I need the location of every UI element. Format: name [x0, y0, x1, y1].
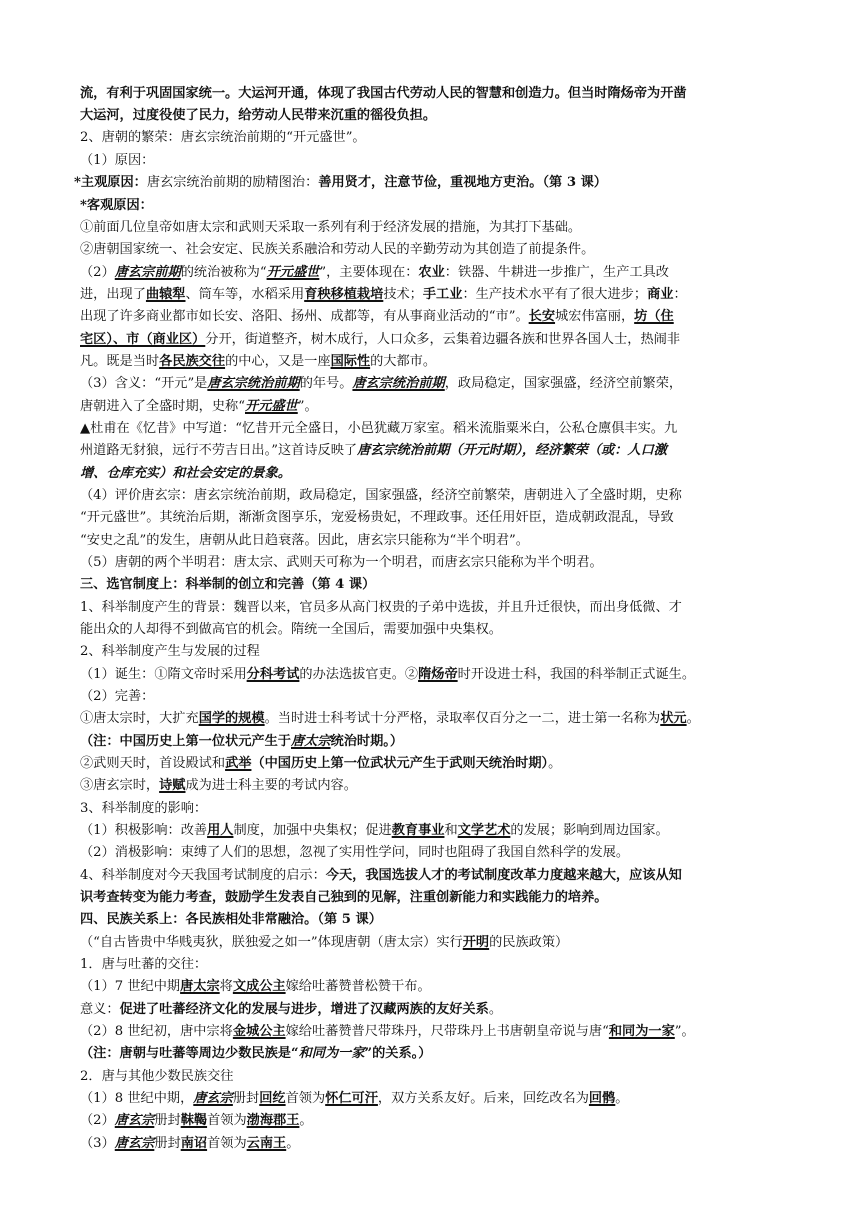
text-line	[80, 397, 784, 417]
text-line	[80, 933, 784, 953]
key-term: 云南王	[246, 1136, 287, 1151]
key-term: 开元盛世	[266, 265, 320, 280]
text-segment: 。	[686, 711, 700, 726]
text-line	[80, 151, 784, 171]
text-segment: *主观原因：	[74, 175, 147, 190]
text-segment: 农业	[418, 265, 445, 280]
key-term: 开明	[462, 935, 490, 950]
text-line	[80, 330, 784, 350]
text-line	[80, 709, 784, 729]
text-line	[80, 240, 784, 260]
key-term: 南诏	[180, 1136, 208, 1151]
text-segment: 3、科举制度的影响：	[80, 801, 208, 816]
text-segment: 的民族政策）	[489, 935, 569, 950]
key-term: 渤海郡王	[246, 1113, 300, 1128]
key-term: 武举	[225, 756, 252, 771]
key-term: 隋炀帝	[418, 667, 458, 682]
text-segment: ”的关系。）	[364, 1046, 432, 1061]
text-segment: 三、选官制度上：科举制的创立和完善	[80, 577, 305, 592]
text-segment: 大运河，过度役使了民力，给劳动人民带来沉重的徭役负担。	[80, 108, 437, 123]
text-segment: 嫁给吐蕃赞普尺带珠丹，尺带珠丹上书唐朝皇帝说与唐“	[285, 1024, 609, 1039]
text-line	[80, 218, 784, 238]
text-segment: 、筒车等，水稻采用	[185, 287, 305, 302]
text-line	[80, 1000, 784, 1020]
key-term: 长安	[528, 309, 556, 324]
text-line	[80, 1044, 784, 1064]
text-segment: （3）	[80, 1136, 115, 1151]
text-line	[80, 531, 784, 551]
text-line	[80, 508, 784, 528]
text-segment: 能出众的人却得不到做高官的机会。隋统一全国后，需要加强中央集权。	[80, 622, 502, 637]
text-line	[80, 687, 784, 707]
key-term: 唐玄宗前期	[114, 265, 181, 280]
text-segment: 唐玄宗统治前期的励精图治：	[146, 175, 319, 190]
text-segment: ：铁器、牛耕进一步推广，生产工具改	[444, 265, 669, 280]
text-segment: （1）8 世纪中期，	[80, 1091, 194, 1106]
text-segment: 成为进士科主要的考试内容。	[185, 778, 357, 793]
text-segment: （注：唐朝与吐蕃等周边少数民族是“	[80, 1046, 299, 1061]
text-segment: 识考查转变为能力考查，鼓励学生发表自己独到的见解，注重创新能力和实践能力的培养。	[80, 890, 608, 905]
text-line	[80, 1089, 784, 1109]
text-line	[80, 128, 784, 148]
text-segment: ①前面几位皇帝如唐太宗和武则天采取一系列有利于经济发展的措施，为其打下基础。	[80, 220, 582, 235]
text-segment: ：生产技术水平有了很大进步；	[462, 287, 648, 302]
key-term: 唐太宗	[180, 979, 220, 994]
key-term: 曲辕犁	[145, 287, 186, 302]
text-segment: ：	[673, 287, 687, 302]
text-line	[80, 665, 784, 685]
text-line	[74, 173, 778, 193]
text-segment: 册封	[154, 1113, 181, 1128]
text-line	[80, 307, 784, 327]
text-segment: 的大都市。	[370, 354, 437, 369]
key-term: 唐玄宗统治前期	[352, 376, 445, 391]
text-segment: 出现了许多商业都市如长安、洛阳、扬州、成都等，有从事商业活动的“市”。	[80, 309, 529, 324]
key-term: 怀仁可汗	[325, 1091, 378, 1106]
text-line	[80, 464, 784, 484]
text-segment: （第 3 课）	[542, 175, 607, 190]
text-line	[80, 754, 784, 774]
key-term: 开元盛世	[245, 399, 298, 414]
text-segment: ②武则天时，首设殿试和	[80, 756, 226, 771]
key-term: 育秧移植栽培	[304, 287, 384, 302]
text-line	[80, 598, 784, 618]
text-segment: 的中心，又是一座	[225, 354, 331, 369]
text-segment: 。当时进士科考试十分严格，录取率仅百分之一二，进士第一名称为	[264, 711, 661, 726]
text-segment: 手工业	[422, 287, 463, 302]
text-segment: 促进了吐蕃经济文化的发展与进步，增进了汉藏两族的友好关系	[119, 1002, 489, 1017]
text-segment: 时开设进士科，我国的科举制正式诞生。	[457, 667, 696, 682]
text-segment: （1）7 世纪中期	[80, 979, 181, 994]
text-segment: 进，出现了	[80, 287, 146, 302]
text-segment: 。	[548, 756, 562, 771]
text-line	[80, 776, 784, 796]
key-term: 国际性	[330, 354, 371, 369]
text-line	[80, 843, 784, 863]
key-term: 唐玄宗	[193, 1091, 233, 1106]
text-segment: （注：中国历史上第一位状元产生于	[80, 734, 291, 749]
text-line	[80, 620, 784, 640]
text-line	[80, 866, 784, 886]
text-segment: 。	[615, 1091, 629, 1106]
text-segment: ，政局稳定，国家强盛，经济空前繁荣，	[444, 376, 683, 391]
text-segment: *客观原因：	[80, 198, 153, 213]
text-line	[80, 1067, 784, 1087]
key-term: 文学艺术	[457, 823, 511, 838]
text-segment: “开元盛世”。其统治后期，渐渐贪图享乐，宠爱杨贵妃，不理政事。还任用奸臣，造成朝政混乱，导致	[80, 510, 674, 525]
text-segment: ②唐朝国家统一、社会安定、民族关系融洽和劳动人民的辛勤劳动为其创造了前提条件。	[80, 242, 595, 257]
text-line	[80, 732, 784, 752]
text-segment: （1）诞生：①隋文帝时采用	[80, 667, 247, 682]
text-segment: （1）积极影响：改善	[80, 823, 208, 838]
text-segment: ”。	[297, 399, 318, 414]
key-term: 教育事业	[391, 823, 445, 838]
text-line	[80, 1111, 784, 1131]
key-term: 各民族交往	[159, 354, 226, 369]
key-term: 唐玄宗	[114, 1136, 155, 1151]
text-segment: 1、科举制度产生的背景：魏晋以来，官员多从高门权贵的子弟中选拔，并且升迁很快，而出身低微、才	[80, 600, 682, 615]
text-segment: （2）	[80, 1113, 115, 1128]
text-segment: 2、科举制度产生与发展的过程	[80, 644, 260, 659]
text-line	[80, 285, 784, 305]
text-segment: 的统治被称为“	[180, 265, 267, 280]
key-term: 唐玄宗统治前期	[207, 376, 300, 391]
text-segment: 。	[286, 1136, 300, 1151]
text-segment: 增、仓库充实）和社会安定的景象。	[80, 466, 291, 481]
text-segment: （2）完善：	[80, 689, 155, 704]
key-term: 状元	[660, 711, 687, 726]
text-segment: 首领为	[207, 1136, 247, 1151]
key-term: 文成公主	[232, 979, 286, 994]
text-line	[80, 374, 784, 394]
text-segment: 统治时期。）	[330, 734, 404, 749]
text-segment: 唐朝进入了全盛时期，史称“	[80, 399, 245, 414]
text-line	[80, 1022, 784, 1042]
text-line	[80, 553, 784, 573]
text-segment: 和	[444, 823, 458, 838]
text-segment: （5）唐朝的两个半明君：唐太宗、武则天可称为一个明君，而唐玄宗只能称为半个明君。	[80, 555, 603, 570]
text-segment: 。	[488, 1002, 502, 1017]
text-segment: 唐玄宗统治前期（开元时期），经济繁荣（或：人口激	[357, 443, 667, 458]
text-segment: 的年号。	[299, 376, 353, 391]
text-segment: （2）8 世纪初，唐中宗将	[80, 1024, 233, 1039]
key-term: 坊（住	[634, 309, 674, 324]
text-segment: （1）原因：	[80, 153, 155, 168]
text-segment: 。	[299, 1113, 313, 1128]
text-segment: 4、科举制度对今天我国考试制度的启示：	[80, 868, 326, 883]
text-segment: ”，主要体现在：	[319, 265, 419, 280]
text-segment: 2、唐朝的繁荣：唐玄宗统治前期的“开元盛世”。	[80, 130, 366, 145]
text-segment: 册封	[154, 1136, 181, 1151]
text-segment: 今天，我国选拔人才的考试制度改革力度越来越大，应该从知	[325, 868, 682, 883]
text-segment: （“自古皆贵中华贱夷狄，朕独爱之如一”体现唐朝（唐太宗）实行	[80, 935, 463, 950]
text-segment: 意义：	[80, 1002, 120, 1017]
text-segment: 技术；	[383, 287, 423, 302]
text-segment: ①唐太宗时，大扩充	[80, 711, 199, 726]
key-term: 靺鞨	[180, 1113, 208, 1128]
text-segment: 州道路无豺狼，远行不劳吉日出。”这首诗反映了	[80, 443, 358, 458]
text-line	[80, 486, 784, 506]
text-segment: 嫁给吐蕃赞普松赞干布。	[285, 979, 431, 994]
text-segment: （第 5 课）	[317, 912, 382, 927]
key-term: 金城公主	[232, 1024, 286, 1039]
text-line	[80, 419, 784, 439]
key-term: 国学的规模	[198, 711, 265, 726]
text-segment: 和同为一家	[298, 1046, 365, 1061]
text-segment: 城宏伟富丽，	[555, 309, 635, 324]
text-line	[80, 263, 784, 283]
text-line	[80, 955, 784, 975]
text-segment: （中国历史上第一位武状元产生于武则天统治时期）	[251, 756, 549, 771]
text-segment: 制度，加强中央集权；促进	[233, 823, 392, 838]
text-segment: 的办法选拔官吏。②	[299, 667, 419, 682]
text-line	[80, 799, 784, 819]
text-segment: 将	[219, 979, 233, 994]
text-line	[80, 642, 784, 662]
text-segment: ③唐玄宗时，	[80, 778, 160, 793]
text-segment: ▲杜甫在《忆昔》中写道：“忆昔开元全盛日，小邑犹藏万家室。稻米流脂粟米白，公私仓廪俱丰实。九	[80, 421, 678, 436]
text-line	[80, 441, 784, 461]
text-segment: （2）消极影响：束缚了人们的思想，忽视了实用性学问，同时也阻碍了我国自然科学的发展。	[80, 845, 630, 860]
text-segment: 流，有利于巩固国家统一。大运河开通，体现了我国古代劳动人民的智慧和创造力。但当时隋炀帝为开凿	[80, 86, 687, 101]
text-segment: “安史之乱”的发生，唐朝从此日趋衰落。因此，唐玄宗只能称为“半个明君”。	[80, 533, 529, 548]
text-segment: 的发展；影响到周边国家。	[510, 823, 669, 838]
text-segment: （3）含义：“开元”是	[80, 376, 208, 391]
key-term: 分科考试	[246, 667, 300, 682]
text-segment: ，双方关系友好。后来，回纥改名为	[377, 1091, 589, 1106]
text-line	[80, 106, 784, 126]
key-term: 回纥	[259, 1091, 286, 1106]
key-term: 诗赋	[159, 778, 186, 793]
key-term: 用人	[207, 823, 234, 838]
key-term: 宅区）、市（商业区）	[80, 332, 206, 347]
text-segment: 商业	[647, 287, 674, 302]
text-segment: （第 4 课）	[304, 577, 376, 592]
text-segment: （4）评价唐玄宗：唐玄宗统治前期，政局稳定，国家强盛，经济空前繁荣，唐朝进入了全盛时期，史称	[80, 488, 682, 503]
text-segment: ”。	[674, 1024, 695, 1039]
text-segment: 1．唐与吐蕃的交往：	[80, 957, 208, 972]
key-term: 唐太宗	[291, 734, 331, 749]
text-segment: 册封	[232, 1091, 260, 1106]
text-segment: 善用贤才，注意节俭，重视地方吏治。	[318, 175, 543, 190]
key-term: 和同为一家	[608, 1024, 675, 1039]
text-line	[80, 575, 784, 595]
text-line	[80, 910, 784, 930]
text-line	[80, 821, 784, 841]
text-segment: 四、民族关系上：各民族相处非常融洽。	[80, 912, 318, 927]
text-segment: 2．唐与其他少数民族交往	[80, 1069, 234, 1084]
text-segment: （2）	[80, 265, 115, 280]
text-segment: 分开，街道整齐，树木成行，人口众多，云集着边疆各族和世界各国人士，热闹非	[205, 332, 681, 347]
text-line	[80, 196, 784, 216]
text-line	[80, 352, 784, 372]
text-line	[80, 1134, 784, 1154]
key-term: 唐玄宗	[114, 1113, 155, 1128]
text-line	[80, 84, 784, 104]
text-line	[80, 977, 784, 997]
text-segment: 凡。既是当时	[80, 354, 160, 369]
text-line	[80, 888, 784, 908]
text-segment: 首领为	[285, 1091, 326, 1106]
key-term: 回鹘	[588, 1091, 616, 1106]
text-segment: 首领为	[207, 1113, 247, 1128]
